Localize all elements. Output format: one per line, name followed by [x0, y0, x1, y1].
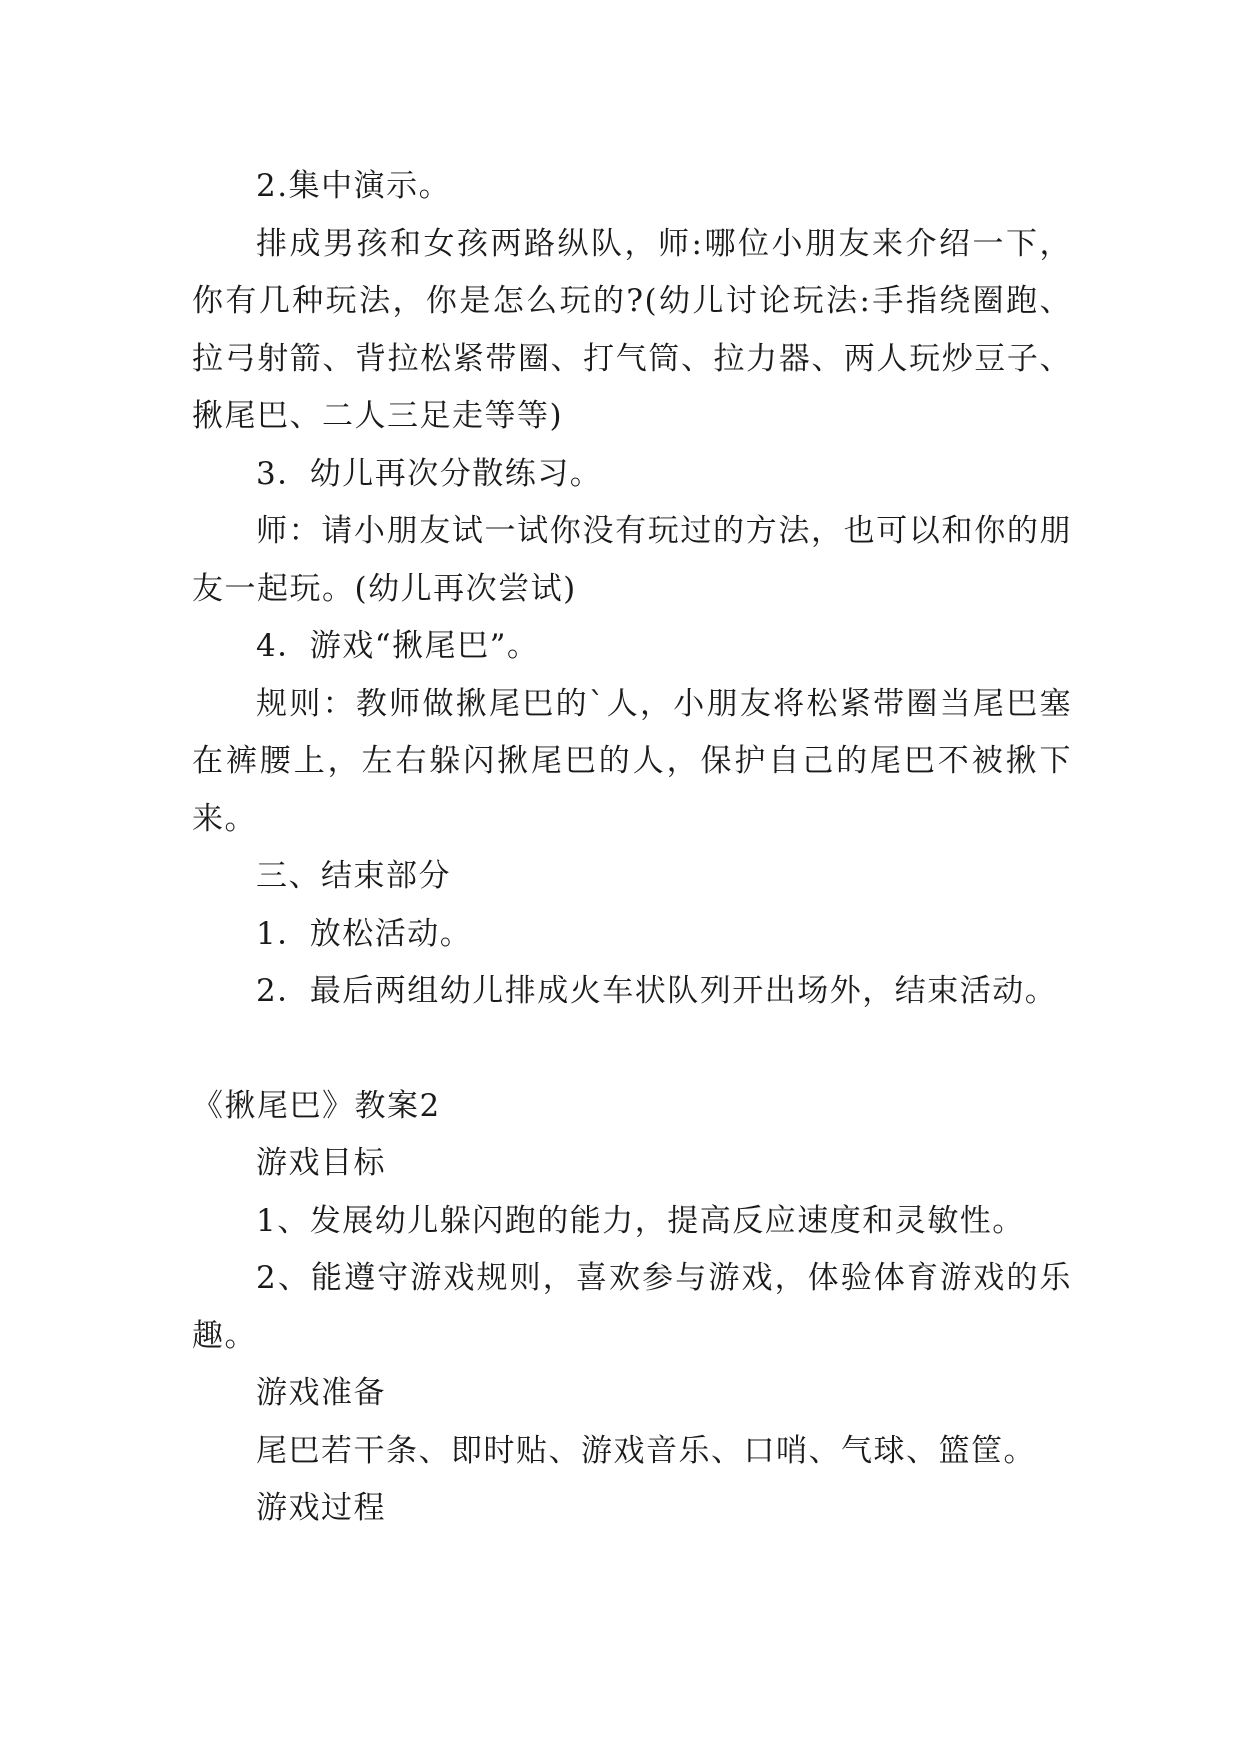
paragraph-goal-1: 1、发展幼儿躲闪跑的能力，提高反应速度和灵敏性。: [256, 1202, 1025, 1239]
paragraph-practice-description: 师：请小朋友试一试你没有玩过的方法，也可以和你的朋友一起玩。(幼儿再次尝试): [192, 513, 1072, 607]
paragraph-prep-heading: 游戏准备: [256, 1375, 386, 1411]
paragraph-demo-heading: 2.集中演示。: [256, 168, 452, 204]
paragraph-ending-heading: 三、结束部分: [256, 858, 451, 894]
paragraph-goal-heading: 游戏目标: [256, 1145, 386, 1181]
paragraph-practice-heading: 3．幼儿再次分散练习。: [256, 455, 603, 492]
paragraph-prep-items: 尾巴若干条、即时贴、游戏音乐、口哨、气球、篮筐。: [256, 1432, 1036, 1469]
paragraph-demo-description: 排成男孩和女孩两路纵队，师:哪位小朋友来介绍一下，你有几种玩法，你是怎么玩的?(幼儿讨论玩法:手指绕圈跑、拉弓射箭、背拉松紧带圈、打气筒、拉力器、两人玩炒豆子、揪尾巴、二人三足走等等): [192, 225, 1072, 434]
section-spacer: [192, 1021, 1072, 1078]
paragraph-finish: 2．最后两组幼儿排成火车状队列开出场外，结束活动。: [256, 973, 1058, 1009]
section-title: 《揪尾巴》教案2: [192, 1087, 441, 1124]
paragraph-game-heading: 4．游戏“揪尾巴”。: [256, 628, 540, 664]
document-body: [192, 158, 1072, 1538]
paragraph-goal-2: 2、能遵守游戏规则，喜欢参与游戏，体验体育游戏的乐趣。: [192, 1260, 1072, 1354]
paragraph-game-rules: 规则：教师做揪尾巴的`人，小朋友将松紧带圈当尾巴塞在裤腰上，左右躲闪揪尾巴的人，保护自己的尾巴不被揪下来。: [192, 685, 1072, 837]
paragraph-relax: 1．放松活动。: [256, 915, 473, 952]
paragraph-process-heading: 游戏过程: [256, 1490, 386, 1526]
